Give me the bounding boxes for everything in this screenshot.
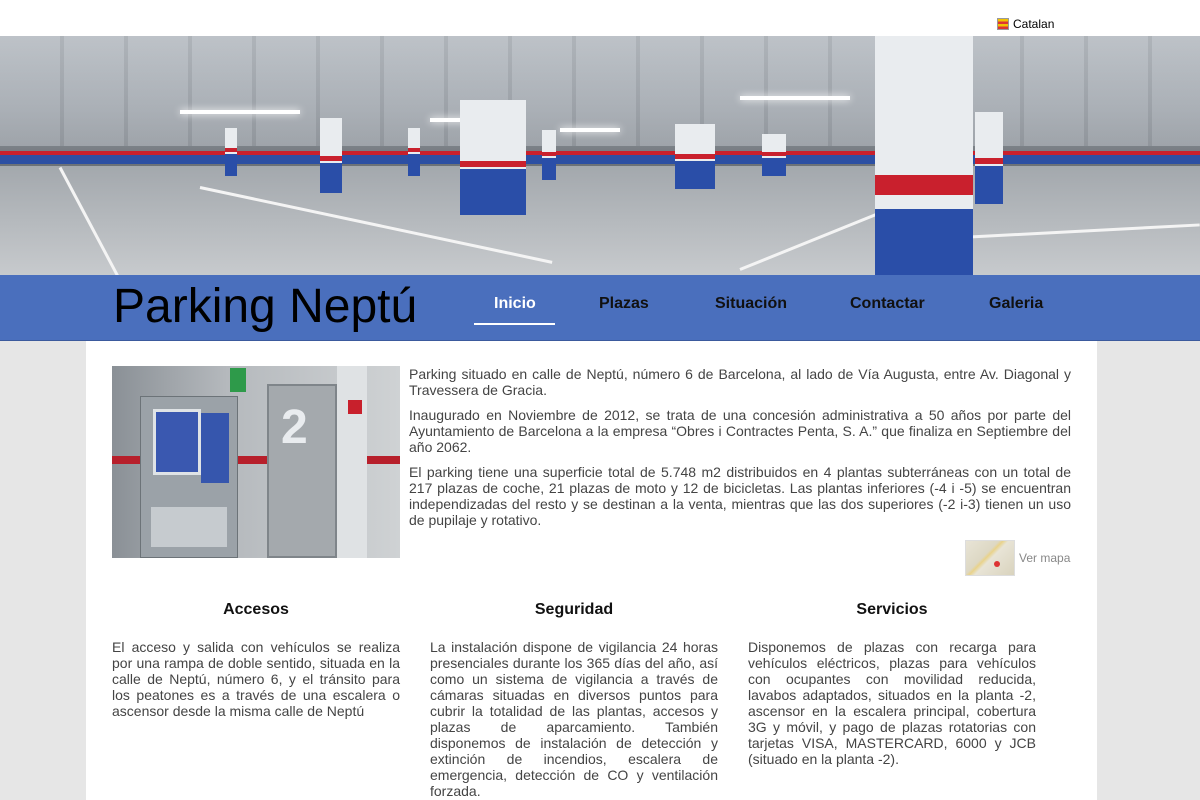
pillar: [675, 124, 715, 189]
top-bar: [0, 0, 1200, 36]
floor-number-sign: 2: [281, 401, 308, 454]
section-text: Disponemos de plazas con recarga para vehículos eléctricos, plazas para vehículos con ocupantes con movilidad reducida, lavabos adaptados, situados en la planta -2, ascensor en la escalera principal, cobertura 3G y móvil, y pago de plazas rotatorias con tarjetas VISA, MASTERCARD, 6000 y JCB (situado en la planta -2).: [748, 639, 1036, 767]
pillar: [762, 134, 786, 176]
section-title: Seguridad: [534, 601, 614, 618]
section-title: Servicios: [856, 601, 928, 618]
ceiling-light: [560, 128, 620, 132]
nav-item-plazas[interactable]: Plazas: [599, 295, 649, 312]
nav-item-contactar[interactable]: Contactar: [850, 295, 925, 312]
pillar: [975, 112, 1003, 204]
nav-item-situacion[interactable]: Situación: [715, 295, 788, 312]
machine-lower-panel: [151, 507, 227, 547]
machine-panel: [201, 413, 229, 483]
site-title: Parking Neptú: [113, 280, 418, 333]
ceiling-light: [740, 96, 850, 100]
nav-active-indicator: [474, 323, 555, 325]
intro-paragraph: Inaugurado en Noviembre de 2012, se trata de una concesión administrativa a 50 años por parte del Ayuntamiento de Barcelona a la empresa “Obres i Contractes Penta, S. A.” que finaliza en Septiembre del año 2062.: [409, 407, 1071, 455]
wall-stripe: [0, 151, 1200, 155]
section-text: El acceso y salida con vehículos se realiza por una rampa de doble sentido, situada en la calle de Neptú, número 6, y el tránsito para los peatones es a través de una escalera o ascensor desde la misma calle de Neptú: [112, 639, 400, 719]
pillar: [320, 118, 342, 193]
ceiling-light: [180, 110, 300, 114]
nav-bar: [0, 275, 1200, 341]
stairwell-door: [267, 384, 337, 558]
door-frame: [337, 366, 367, 558]
catalan-flag-icon: [997, 18, 1009, 30]
language-label: Catalan: [1013, 17, 1055, 31]
banner-image: [0, 36, 1200, 275]
intro-text: [409, 366, 1071, 537]
main-content: [86, 341, 1097, 800]
pillar: [875, 36, 973, 275]
intro-paragraph: Parking situado en calle de Neptú, número 6 de Barcelona, al lado de Vía Augusta, entre Av. Diagonal y Travessera de Gracia.: [409, 366, 1071, 398]
section-text: La instalación dispone de vigilancia 24 horas presenciales durante los 365 días del año, así como un sistema de vigilancia a través de cámaras situadas en diversos puntos para cubrir la totalidad de las plantas, accesos y plazas de aparcamiento. También disponemos de instalación de detección y extinción de incendios, escalera de emergencia, detección de CO y ventilación forzada.: [430, 639, 718, 799]
intro-paragraph: El parking tiene una superficie total de 5.748 m2 distribuidos en 4 plantas subterráneas con un total de 217 plazas de coche, 21 plazas de moto y 12 de bicicletas. Las plantas inferiores (-4 i -5) se encuentran independizadas del resto y se destinan a la venta, mientras que las dos superiores (-2 i-3) tienen un uso de pupilaje y rotativo.: [409, 464, 1071, 528]
seguridad-section: [430, 601, 718, 799]
machine-screen: [153, 409, 201, 475]
pillar: [460, 100, 526, 215]
ver-mapa-link[interactable]: [965, 540, 1070, 576]
fire-extinguisher-sign-icon: [348, 400, 362, 414]
servicios-section: [748, 601, 1036, 767]
wall-stripe: [0, 154, 1200, 164]
accesos-section: [112, 601, 400, 719]
pillar: [542, 130, 556, 180]
nav-item-inicio[interactable]: Inicio: [494, 295, 536, 312]
nav-item-galeria[interactable]: Galeria: [989, 295, 1044, 312]
exit-sign-icon: [230, 368, 246, 392]
pillar: [408, 128, 420, 176]
section-title: Accesos: [223, 601, 289, 618]
ver-mapa-label[interactable]: Ver mapa: [1019, 551, 1071, 565]
pillar: [225, 128, 237, 176]
payment-machine: [140, 396, 238, 558]
banner-floor: [0, 166, 1200, 275]
language-selector[interactable]: [997, 17, 1054, 31]
parking-entrance-photo: [112, 366, 400, 558]
map-thumbnail-icon[interactable]: [965, 540, 1015, 576]
